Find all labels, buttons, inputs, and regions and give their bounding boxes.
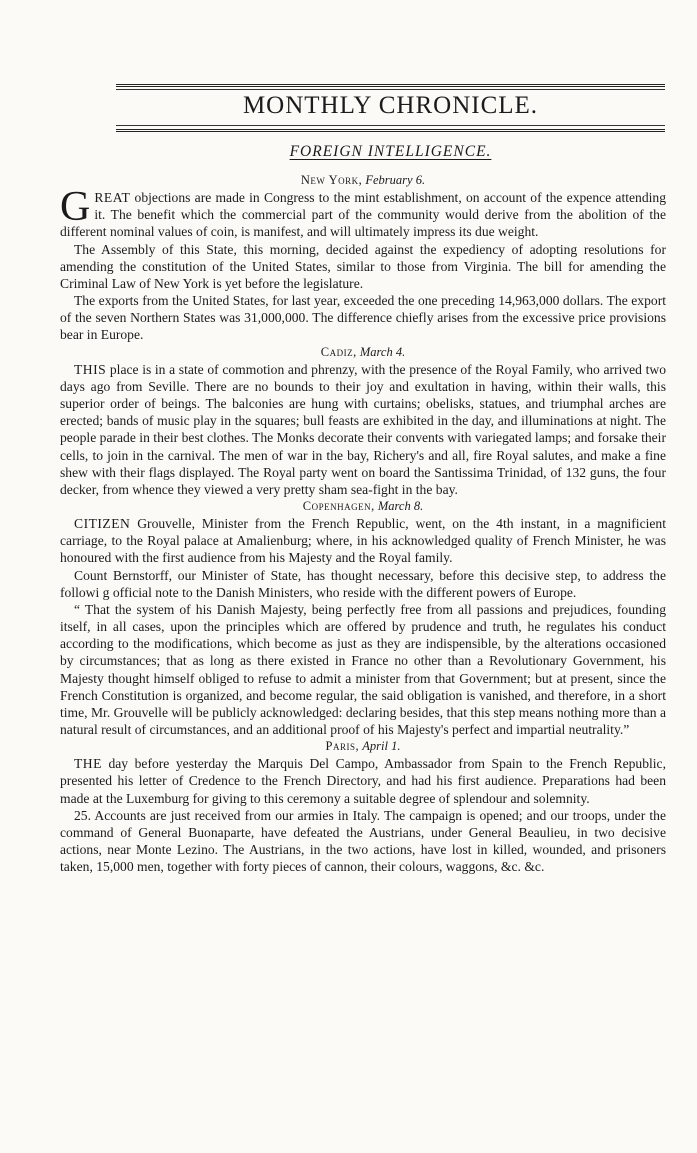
dateline-date: April 1. — [362, 739, 401, 754]
dateline-cadiz — [60, 344, 666, 361]
dateline-paris — [60, 738, 666, 755]
dateline-date: March 8. — [377, 498, 424, 513]
paragraph: “ That the system of his Danish Majesty, being perfectly free from all passions and prejudices, founding itself, in all cases, upon the principles which are offered by prudence and truth, he regulates his conduct according to the modifications, which become as just as they are indispensible, by the alterations occasioned by circumstances; that as long as there existed in France no other than a Revolutionary Government, his Majesty thought himself obliged to refuse to admit a minister from that Government; but at present, since the French Constitution is organized, and become regular, the said obligation is vanished, and therefore, in a short time, Mr. Grouvelle will be publicly acknowledged: declaring besides, that this step means nothing more than a natural result of circumstances, and an additional proof of his Majesty's perfect and impartial neutrality.” — [60, 601, 666, 737]
paragraph — [60, 755, 666, 806]
paragraph: Count Bernstorff, our Minister of State, has thought necessary, before this decisive step, to address the followi g official note to the Danish Ministers, who reside with the different powers of Europe. — [60, 567, 666, 600]
paragraph — [60, 361, 666, 498]
dateline-place: Cadiz, — [320, 344, 357, 359]
paragraph-text: place is in a state of commotion and phrenzy, with the presence of the Royal Family, who arrived two days ago from Seville. There are no bounds to their joy and exultation in having, within their walls, this superior order of beings. The balconies are hung with curtains; obelisks, statues, and triumphal arches are erected; bands of music play in the squares; bull feasts are exhibited in the day, and illuminations at night. The people parade in their best clothes. The Monks decorate their convents with variegated lamps; and forsake their cells, to join in the carnival. The men of war in the bay, Richery's and all, fire Royal salutes, and make a fine shew with their flags displayed. The Royal party went on board the Santissima Trinidad, of 132 guns, the four decker, from whence they viewed a very pretty sham sea-fight in the bay. — [60, 361, 666, 497]
paragraph: The Assembly of this State, this morning, decided against the expediency of adopting resolutions for amending the constitution of the United States, similar to those from Virginia. The bill for amending the Criminal Law of New York is yet before the legislature. — [60, 241, 666, 291]
masthead-title: MONTHLY CHRONICLE. — [242, 92, 539, 119]
top-double-rule — [116, 84, 665, 87]
paragraph: 25. Accounts are just received from our armies in Italy. The campaign is opened; and our troops, under the command of General Buonaparte, have defeated the Austrians, under General Beaulieu, in two decisive actions, near Monte Lezino. The Austrians, in the two actions, have lost in killed, wounded, and prisoners taken, 15,000 men, together with forty pieces of cannon, their colours, waggons, &c. &c. — [60, 807, 666, 875]
paragraph-text: day before yesterday the Marquis Del Campo, Ambassador from Spain to the French Republic, presented his letter of Credence to the French Directory, and had his first audience. Preparations had been made at the Luxemburg for giving to this ceremony a suitable degree of splendour and solemnity. — [60, 756, 666, 806]
paragraph-text: objections are made in Congress to the mint establishment, on account of the expence attending it. The benefit which the commercial part of the community would derive from the abolition of the different nominal values of coin, is manifest, and will ultimately impress its due weight. — [60, 190, 666, 240]
lead-word: THIS — [74, 361, 107, 377]
dateline-new-york — [60, 172, 666, 189]
dateline-copenhagen — [60, 498, 666, 515]
dateline-place: Paris, — [325, 739, 360, 754]
lead-word: THE — [74, 756, 102, 772]
dateline-date: March 4. — [359, 344, 406, 359]
section-heading-text: FOREIGN INTELLIGENCE. — [289, 143, 492, 160]
masthead-rule-upper — [116, 125, 665, 126]
dateline-place: Copenhagen, — [302, 498, 375, 513]
lead-word: REAT — [94, 190, 131, 206]
section-heading — [116, 142, 665, 162]
paragraph — [60, 184, 666, 240]
masthead-rule-lower — [116, 129, 665, 132]
paragraph: The exports from the United States, for last year, exceeded the one preceding 14,963,000 dollars. The export of the seven Northern States was 31,000,000. The difference chiefly arises from the excessive price provisions bear in Europe. — [60, 293, 666, 343]
article-body — [60, 172, 666, 875]
dateline-date: February 6. — [365, 173, 426, 187]
paragraph-text: Grouvelle, Minister from the French Republic, went, on the 4th instant, in a magnificient carriage, to the Royal palace at Amalienburg; where, in his acknowledged quality of French Minister, he was honoured with the first audience from his Majesty and the Royal family. — [60, 516, 666, 566]
lead-word: CITIZEN — [74, 516, 131, 532]
drop-cap: G — [60, 184, 91, 231]
paragraph — [60, 515, 666, 566]
dateline-place: New York, — [300, 173, 363, 187]
